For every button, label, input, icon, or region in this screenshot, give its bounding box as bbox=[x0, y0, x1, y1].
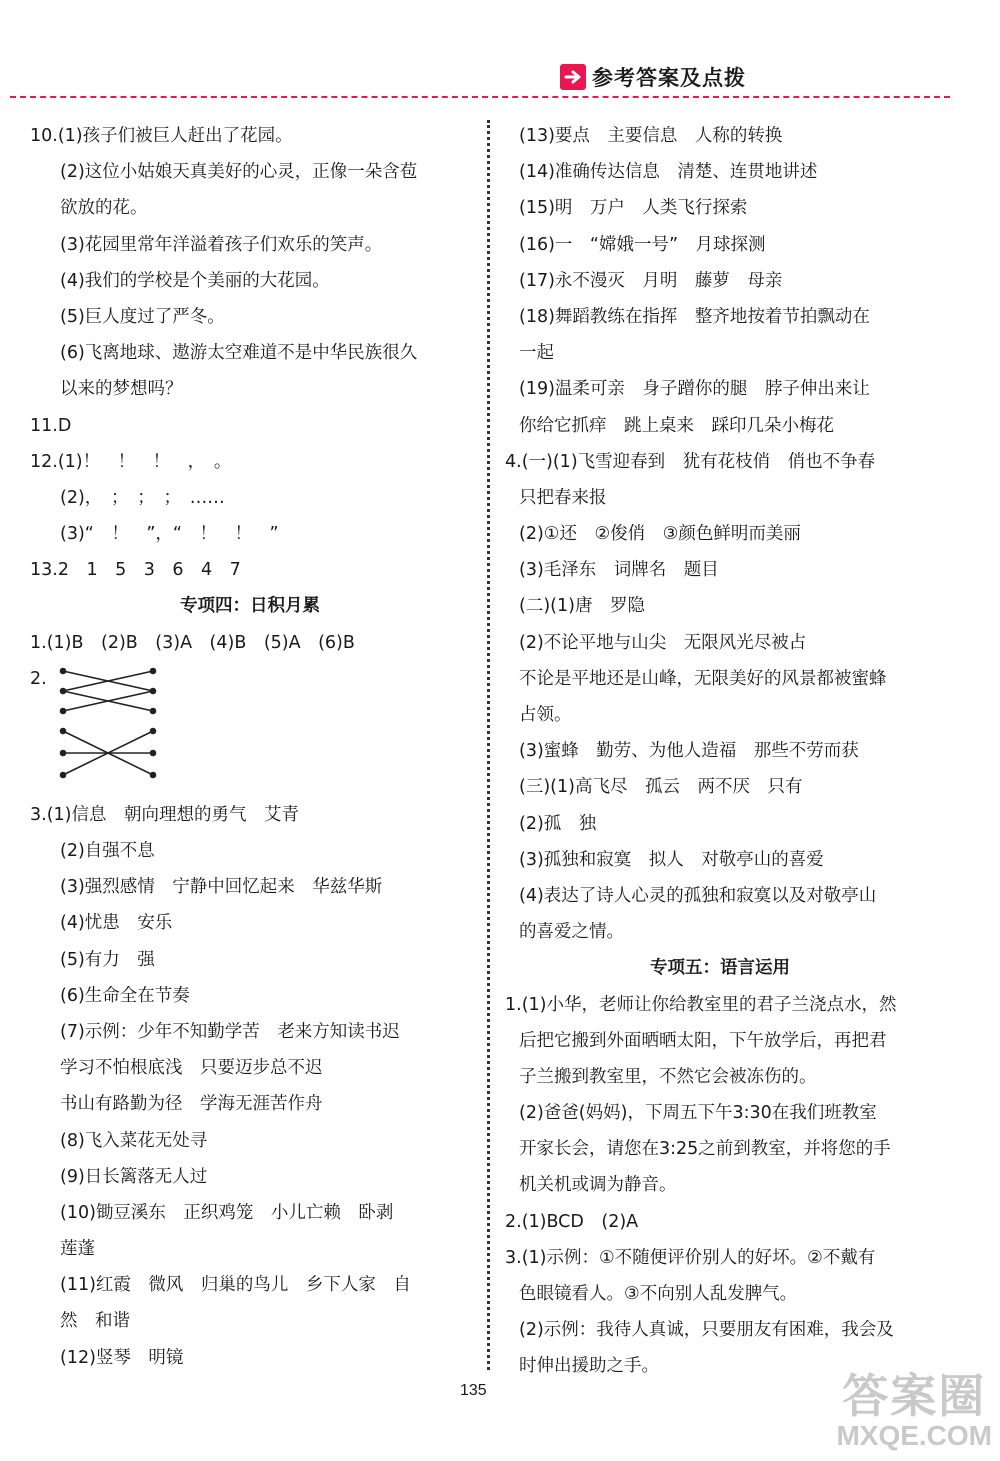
answer-line: (3)毛泽东 词牌名 题目 bbox=[519, 560, 719, 581]
answer-line: (18)舞蹈教练在指挥 整齐地按着节拍飘动在 bbox=[519, 306, 870, 327]
left-column bbox=[30, 118, 470, 1376]
answer-line: (11)红霞 微风 归巢的鸟儿 乡下人家 自 bbox=[60, 1275, 411, 1296]
answer-line: 欲放的花。 bbox=[60, 198, 148, 219]
answer-line: (4)忧患 安乐 bbox=[60, 913, 173, 934]
answer-line: 10.(1)孩子们被巨人赶出了花园。 bbox=[30, 126, 293, 146]
answer-line: (10)锄豆溪东 正织鸡笼 小儿亡赖 卧剥 bbox=[60, 1202, 394, 1223]
answer-line: 1.(1)B (2)B (3)A (4)B (5)A (6)B bbox=[30, 632, 355, 653]
answer-line: (6)飞离地球、遨游太空难道不是中华民族很久 bbox=[60, 343, 418, 364]
answer-line: 后把它搬到外面晒晒太阳，下午放学后，再把君 bbox=[519, 1030, 887, 1051]
answer-line: (3)强烈感情 宁静中回忆起来 华兹华斯 bbox=[60, 877, 383, 898]
watermark-logo: 答案圈 bbox=[842, 1369, 987, 1423]
section-title: 专项四：日积月累 bbox=[180, 596, 320, 617]
answer-line: 然 和谐 bbox=[60, 1311, 130, 1332]
answer-line: (3)孤独和寂寞 拟人 对敬亭山的喜爱 bbox=[519, 849, 824, 870]
answer-line: 学习不怕根底浅 只要迈步总不迟 bbox=[60, 1058, 323, 1079]
answer-line: 莲蓬 bbox=[60, 1239, 95, 1260]
answer-line: 时伸出援助之手。 bbox=[519, 1356, 659, 1377]
answer-line: (2)①还 ②俊俏 ③颜色鲜明而美丽 bbox=[519, 524, 801, 545]
answer-line: 1.(1)小华，老师让你给教室里的君子兰浇点水，然 bbox=[505, 994, 897, 1015]
answer-line: (3)蜜蜂 勤劳、为他人造福 那些不劳而获 bbox=[519, 741, 859, 762]
answer-line: 机关机或调为静音。 bbox=[519, 1175, 677, 1196]
answer-line: (4)表达了诗人心灵的孤独和寂寞以及对敬亭山 bbox=[519, 885, 877, 906]
answer-line: (3)“ ！ ”，“ ！ ！ ” bbox=[60, 524, 279, 545]
answer-line: (2)示例：我待人真诚，只要朋友有困难，我会及 bbox=[519, 1320, 894, 1341]
watermark-url: MXQE.COM bbox=[836, 1420, 992, 1451]
answer-line: (8)飞入菜花无处寻 bbox=[60, 1130, 208, 1151]
answer-line: (2)自强不息 bbox=[60, 841, 155, 861]
answer-line: (6)生命全在节奏 bbox=[60, 985, 190, 1006]
answer-line: (16)一 “嫦娥一号” 月球探测 bbox=[519, 234, 766, 255]
answer-line: 2. bbox=[30, 668, 47, 689]
answer-line: (5)巨人度过了严冬。 bbox=[60, 306, 225, 327]
answer-line: 书山有路勤为径 学海无涯苦作舟 bbox=[60, 1094, 323, 1115]
answer-line: (14)准确传达信息 清楚、连贯地讲述 bbox=[519, 162, 818, 183]
answer-line: 子兰搬到教室里，不然它会被冻伤的。 bbox=[519, 1066, 817, 1087]
answer-line: (17)永不漫灭 月明 藤萝 母亲 bbox=[519, 270, 783, 291]
watermark bbox=[836, 1371, 992, 1451]
answer-line: 色眼镜看人。③不向别人乱发脾气。 bbox=[519, 1284, 798, 1304]
page-number: 135 bbox=[460, 1382, 487, 1399]
answer-line: 开家长会，请您在3:25之前到教室，并将您的手 bbox=[519, 1139, 891, 1160]
answer-line: 3.(1)示例：①不随便评价别人的好坏。②不戴有 bbox=[505, 1247, 876, 1268]
answer-line: (5)有力 强 bbox=[60, 949, 155, 970]
answer-line: 3.(1)信息 朝向理想的勇气 艾青 bbox=[30, 804, 299, 825]
page-header bbox=[560, 62, 746, 92]
answer-line: 你给它抓痒 跳上桌来 踩印几朵小梅花 bbox=[519, 415, 834, 436]
matching-answer bbox=[30, 661, 470, 797]
answer-line: (19)温柔可亲 身子蹭你的腿 脖子伸出来让 bbox=[519, 379, 870, 400]
answer-line: 的喜爱之情。 bbox=[519, 922, 624, 943]
answer-line: (2)不论平地与山尖 无限风光尽被占 bbox=[519, 632, 807, 653]
answer-line: (2)爸爸(妈妈)，下周五下午3:30在我们班教室 bbox=[519, 1103, 877, 1124]
answer-line: (12)竖琴 明镜 bbox=[60, 1347, 184, 1368]
answer-line: 占领。 bbox=[519, 705, 572, 725]
answer-line: (2)， ； ； ； …… bbox=[60, 487, 225, 508]
answer-line: (9)日长篱落无人过 bbox=[60, 1166, 208, 1187]
right-column bbox=[505, 118, 935, 1385]
section-title: 专项五：语言运用 bbox=[650, 958, 790, 979]
header-title: 参考答案及点拨 bbox=[592, 66, 746, 90]
header-divider bbox=[10, 96, 950, 98]
answer-line: (三)(1)高飞尽 孤云 两不厌 只有 bbox=[519, 777, 803, 798]
answer-line: (13)要点 主要信息 人称的转换 bbox=[519, 126, 783, 146]
answer-line: 2.(1)BCD (2)A bbox=[505, 1211, 639, 1232]
answer-line: (15)明 万户 人类飞行探索 bbox=[519, 198, 748, 219]
answer-line: 12.(1)！ ！ ！ ， 。 bbox=[30, 451, 232, 472]
answer-line: (4)我们的学校是个美丽的大花园。 bbox=[60, 270, 330, 291]
answer-line: 4.(一)(1)飞雪迎春到 犹有花枝俏 俏也不争春 bbox=[505, 451, 876, 472]
answer-line: (7)示例：少年不知勤学苦 老来方知读书迟 bbox=[60, 1021, 400, 1042]
answer-line: 13.2 1 5 3 6 4 7 bbox=[30, 560, 241, 581]
answer-line: 只把春来报 bbox=[519, 487, 607, 508]
answer-line: (2)孤 独 bbox=[519, 813, 597, 834]
column-divider bbox=[487, 120, 490, 1370]
matching-lines-diagram bbox=[55, 661, 185, 797]
answer-line: 11.D bbox=[30, 415, 72, 436]
answer-line: 一起 bbox=[519, 343, 554, 364]
answer-line: 以来的梦想吗？ bbox=[60, 379, 183, 400]
answer-line: (2)这位小姑娘天真美好的心灵，正像一朵含苞 bbox=[60, 162, 418, 183]
answer-line: 不论是平地还是山峰，无限美好的风景都被蜜蜂 bbox=[519, 668, 887, 689]
answer-line: (二)(1)唐 罗隐 bbox=[519, 596, 645, 617]
answer-line: (3)花园里常年洋溢着孩子们欢乐的笑声。 bbox=[60, 234, 383, 255]
arrow-right-icon bbox=[560, 64, 586, 90]
